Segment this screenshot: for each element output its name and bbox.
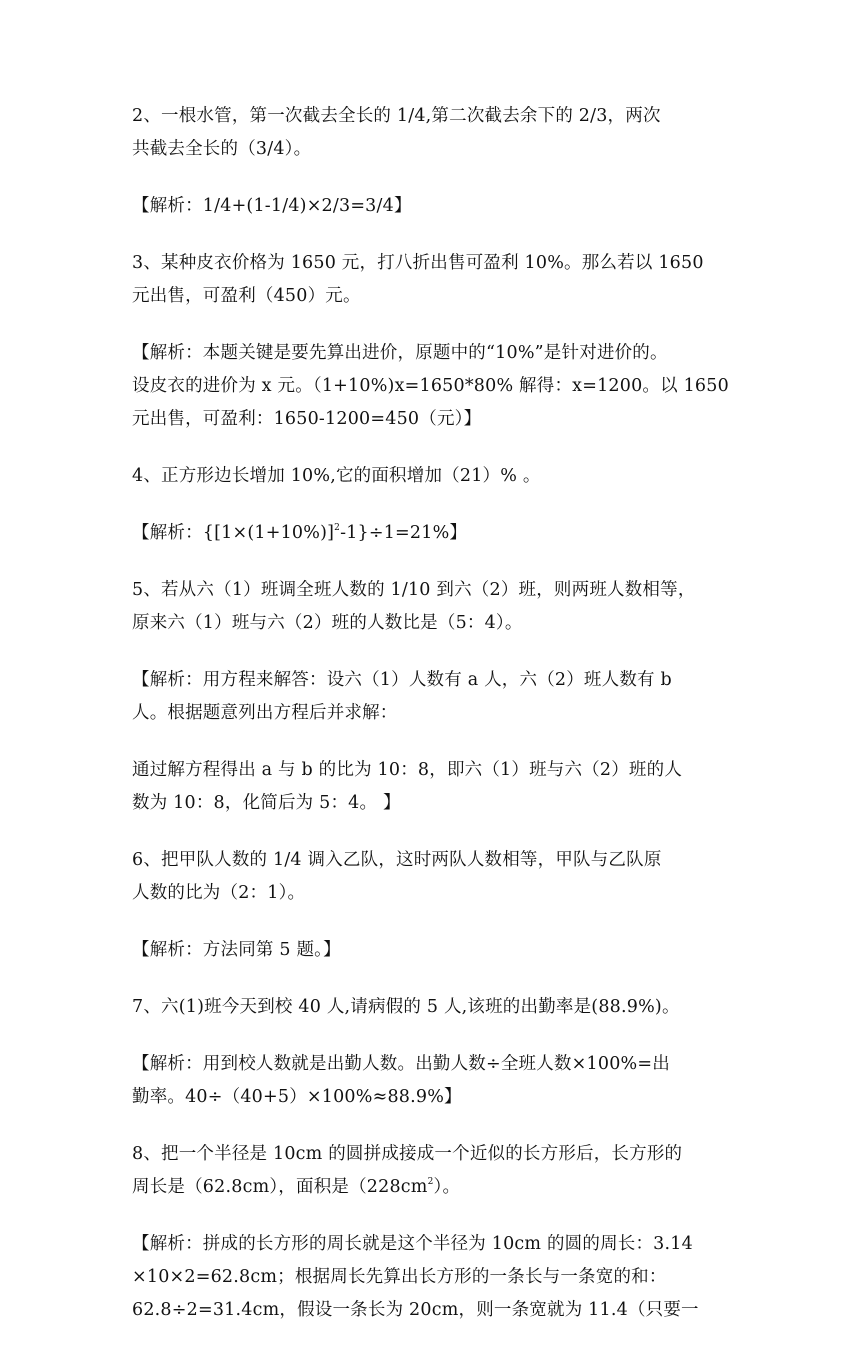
text-line: 勤率。40÷（40+5）×100%≈88.9%】 <box>132 1087 462 1107</box>
question-4-explanation <box>132 517 732 550</box>
text-line: 【解析：本题关键是要先算出进价，原题中的“10%”是针对进价的。 <box>132 343 668 363</box>
question-7 <box>132 991 732 1024</box>
text-line: 原来六（1）班与六（2）班的人数比是（5：4）。 <box>132 613 523 633</box>
document-page <box>132 100 732 1351</box>
superscript: 2 <box>334 523 341 533</box>
question-3-explanation <box>132 337 732 436</box>
formula-part: 【解析：{[1×(1+10%)] <box>132 523 335 543</box>
text-line: 5、若从六（1）班调全班人数的 1/10 到六（2）班，则两班人数相等， <box>132 580 696 600</box>
text-line: 3、某种皮衣价格为 1650 元，打八折出售可盈利 10%。那么若以 1650 <box>132 253 704 273</box>
text-line: 人数的比为（2：1）。 <box>132 883 306 903</box>
superscript: 2 <box>427 1177 434 1187</box>
text-line: 元出售，可盈利（450）元。 <box>132 286 361 306</box>
question-8 <box>132 1138 732 1204</box>
text-line: ×10×2=62.8cm；根据周长先算出长方形的一条长与一条宽的和： <box>132 1267 667 1287</box>
text-line: 2、一根水管，第一次截去全长的 1/4,第二次截去余下的 2/3，两次 <box>132 106 661 126</box>
text-line: 4、正方形边长增加 10%,它的面积增加（21）% 。 <box>132 466 541 486</box>
question-2 <box>132 100 732 166</box>
text-line: 6、把甲队人数的 1/4 调入乙队，这时两队人数相等，甲队与乙队原 <box>132 850 662 870</box>
text-line: 【解析：1/4+(1-1/4)×2/3=3/4】 <box>132 196 412 216</box>
question-2-explanation <box>132 190 732 223</box>
text-line: 元出售，可盈利：1650-1200=450（元）】 <box>132 409 482 429</box>
text-line <box>132 517 732 550</box>
question-5 <box>132 574 732 640</box>
question-6 <box>132 844 732 910</box>
text-line: 【解析：用方程来解答：设六（1）人数有 a 人，六（2）班人数有 b <box>132 670 672 690</box>
text-line <box>132 1171 732 1204</box>
text-line: 【解析：用到校人数就是出勤人数。出勤人数÷全班人数×100%=出 <box>132 1054 670 1074</box>
text-line: 设皮衣的进价为 x 元。（1+10%)x=1650*80% 解得：x=1200。以 1650 <box>132 376 729 396</box>
text-part: 周长是（62.8cm），面积是（228cm <box>132 1177 428 1197</box>
text-part: ）。 <box>433 1177 461 1197</box>
text-line: 共截去全长的（3/4）。 <box>132 139 312 159</box>
question-3 <box>132 247 732 313</box>
text-line: 通过解方程得出 a 与 b 的比为 10：8，即六（1）班与六（2）班的人 <box>132 760 683 780</box>
question-6-explanation <box>132 934 732 967</box>
text-line: 【解析：方法同第 5 题。】 <box>132 940 341 960</box>
question-5-explanation <box>132 664 732 730</box>
text-line: 【解析：拼成的长方形的周长就是这个半径为 10cm 的圆的周长：3.14 <box>132 1234 693 1254</box>
text-line: 7、六(1)班今天到校 40 人,请病假的 5 人,该班的出勤率是(88.9%)。 <box>132 997 680 1017</box>
question-5-explanation-continued <box>132 754 732 820</box>
text-line: 人。根据题意列出方程后并求解： <box>132 703 398 723</box>
question-4 <box>132 460 732 493</box>
text-line: 8、把一个半径是 10cm 的圆拼成接成一个近似的长方形后，长方形的 <box>132 1144 683 1164</box>
text-line: 数为 10：8，化简后为 5：4。 】 <box>132 793 401 813</box>
question-8-explanation <box>132 1228 732 1327</box>
formula-part: -1}÷1=21%】 <box>340 523 468 543</box>
question-7-explanation <box>132 1048 732 1114</box>
text-line: 62.8÷2=31.4cm，假设一条长为 20cm，则一条宽就为 11.4（只要一 <box>132 1300 699 1320</box>
